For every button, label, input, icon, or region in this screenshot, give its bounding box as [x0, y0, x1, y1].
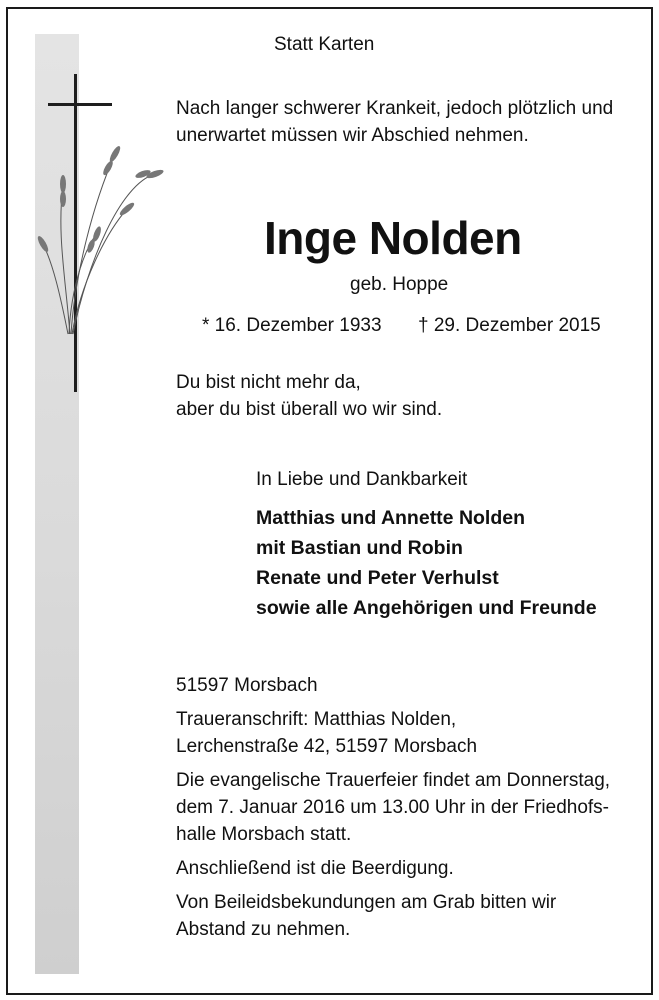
- ceremony-line: Die evangelische Trauerfeier findet am Donnerstag,: [176, 770, 611, 791]
- death-date: † 29. Dezember 2015: [418, 315, 601, 336]
- condolences-line: Von Beileidsbekundungen am Grab bitten wir: [176, 892, 557, 913]
- intro-line: Nach langer schwerer Krankeit, jedoch plötzlich und: [176, 98, 614, 119]
- city: 51597 Morsbach: [176, 675, 318, 696]
- mourners-intro: In Liebe und Dankbarkeit: [256, 469, 468, 490]
- header-text: Statt Karten: [274, 34, 375, 55]
- info-block: [176, 672, 610, 943]
- mourner-line: Matthias und Annette Nolden: [256, 507, 526, 529]
- condolences-line: Abstand zu nehmen.: [176, 919, 351, 940]
- deceased-name: Inge Nolden: [264, 212, 522, 264]
- mourner-line: Renate und Peter Verhulst: [256, 567, 499, 589]
- address-line: Traueranschrift: Matthias Nolden,: [176, 709, 457, 730]
- verse: [176, 369, 442, 423]
- ceremony-line: halle Morsbach statt.: [176, 824, 352, 845]
- verse-line: Du bist nicht mehr da,: [176, 372, 361, 393]
- mourner-line: sowie alle Angehörigen und Freunde: [256, 597, 597, 619]
- decorative-stripe: [35, 34, 79, 974]
- verse-line: aber du bist überall wo wir sind.: [176, 399, 443, 420]
- ceremony-line: dem 7. Januar 2016 um 13.00 Uhr in der Friedhofs-: [176, 797, 610, 818]
- born-name: geb. Hoppe: [350, 274, 449, 295]
- mourner-line: mit Bastian und Robin: [256, 537, 463, 559]
- intro-line: unerwartet müssen wir Abschied nehmen.: [176, 125, 529, 146]
- cross-with-wheat-icon: [35, 34, 175, 404]
- mourners-list: [256, 503, 597, 623]
- intro-text: [176, 95, 613, 149]
- birth-date: * 16. Dezember 1933: [202, 315, 382, 336]
- burial-line: Anschließend ist die Beerdigung.: [176, 858, 454, 879]
- address-line: Lerchenstraße 42, 51597 Morsbach: [176, 736, 478, 757]
